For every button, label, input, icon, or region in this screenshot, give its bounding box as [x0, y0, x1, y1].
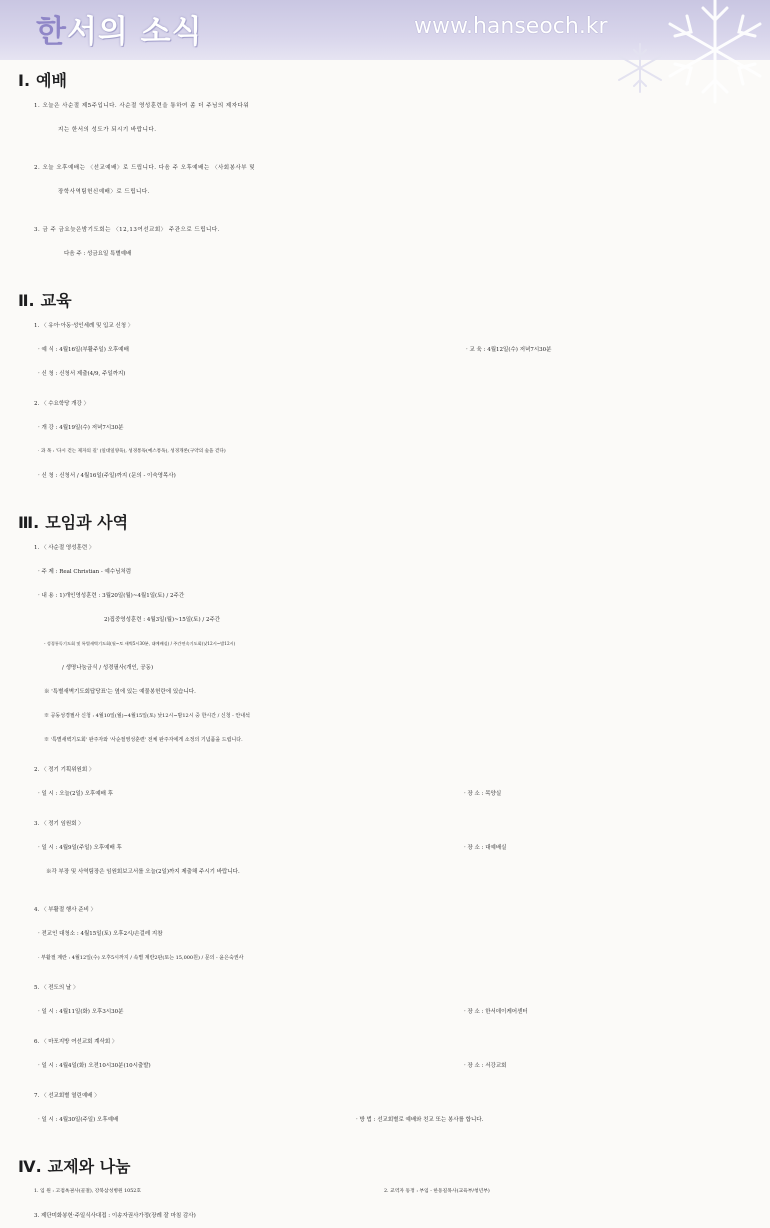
ministry-item-1-content: · 내 용 : 1)개인영성훈련 : 3월20일(월)~4월1일(토) / 2주간	[38, 593, 185, 599]
ministry-item-5-time: · 일 시 : 4월11일(화) 오후3시30분	[38, 1009, 124, 1015]
ministry-item-1-prayer: - 성경통독기도회 및 특별새벽기도회(월~토 새벽5시30분, 대예배실) / 주간연속기도회(낮12시~밤12시)	[44, 641, 236, 646]
ministry-item-2-time: · 일 시 : 오늘(2일) 오후예배 후	[38, 791, 114, 797]
section-worship-heading	[18, 68, 770, 94]
worship-item-1: 1. 오늘은 사순절 제5주입니다. 사순절 영성훈련을 통하여 좀 더 주님의 제자다워	[34, 103, 250, 109]
ministry-item-1-theme: · 주 제 : Real Christian - 예수님처럼	[38, 569, 132, 575]
ministry-item-5-place: · 장 소 : 한서데이케어센터	[464, 1009, 528, 1015]
section-ministry-heading	[18, 510, 770, 536]
ministry-item-4-cleaning: · 전교인 대청소 : 4월15일(토) 오후2시/손걸레 지참	[38, 931, 163, 937]
edu-item-2-subjects: · 과 목 : '다시 걷는 제자의 길' (일대일양육), 성경통독(예스통독), 성경개론(구약의 숲을 걷다)	[38, 449, 226, 454]
edu-item-1-apply: · 신 청 : 신청서 제출(4/9, 주일까지)	[38, 371, 126, 377]
section-title: 예배	[36, 71, 67, 90]
website-url[interactable]: www.hanseoch.kr	[414, 14, 608, 39]
edu-item-1-ceremony	[38, 338, 770, 362]
ministry-item-3-title: 3. 〈 정기 임원회 〉	[34, 821, 84, 827]
ministry-item-4-title: 4. 〈 부활절 행사 준비 〉	[34, 907, 97, 913]
section-number: Ⅱ.	[18, 291, 35, 310]
news-content	[0, 68, 770, 1228]
fellowship-item-2: 3. 제단미화봉헌·주일식사대접 : 이송자권사가정(장례 잘 마침 감사)	[34, 1213, 196, 1219]
edu-item-1-title: 1. 〈 유아·아동·성인세례 및 입교 신청 〉	[34, 323, 134, 329]
section-title: 교제와 나눔	[47, 1157, 131, 1176]
section-title: 모임과 사역	[45, 513, 129, 532]
section-number: Ⅲ.	[18, 513, 40, 532]
edu-ceremony-text: · 예 식 : 4월16일(부활주일) 오후예배	[38, 347, 129, 353]
ministry-item-3-detail	[38, 836, 770, 860]
section-number: Ⅰ.	[18, 71, 31, 90]
ministry-item-2-place: · 장 소 : 목양실	[464, 791, 502, 797]
ministry-item-6-time: · 일 시 : 4월4일(화) 오전10시30분(10시출발)	[38, 1063, 151, 1069]
edu-training-text: · 교 육 : 4월12일(수) 저녁7시30분	[466, 347, 552, 353]
edu-item-2-title: 2. 〈 수요학당 개강 〉	[34, 401, 90, 407]
ministry-item-7-title: 7. 〈 선교회별 열린예배 〉	[34, 1093, 100, 1099]
title-first-char: 한	[36, 14, 67, 50]
ministry-item-1-note-3: ※ '특별새벽기도회' 완주자와 '사순절영성훈련' 전체 완주자에게 소정의 기념품을 드립니다.	[44, 737, 243, 743]
section-fellowship-heading	[18, 1154, 770, 1180]
ministry-item-1-title: 1. 〈 사순절 영성훈련 〉	[34, 545, 95, 551]
ministry-item-1-prayer-cont: / 생명나눔금식 / 성경필사(개인, 공동)	[62, 665, 154, 671]
fellowship-staff-news: 2. 교역자 동정 : 부임 - 한동길목사(교육부/청년부)	[384, 1189, 490, 1194]
ministry-item-7-time: · 일 시 : 4월30일(주일) 오후예배	[38, 1117, 119, 1123]
fellowship-item-1	[34, 1180, 770, 1204]
ministry-item-1-content-2: 2)집중영성훈련 : 4월3일(월)~15일(토) / 2주간	[104, 617, 221, 623]
header-banner	[0, 0, 770, 60]
worship-item-3: 3. 금 주 금요늦은밤기도회는 〈12,13여선교회〉 주관으로 드립니다.	[34, 227, 220, 233]
edu-item-2-apply: · 신 청 : 신청서 / 4월16일(주일)까지 (문의 - 이숙영목사)	[38, 473, 176, 479]
ministry-item-7-method: · 방 법 : 선교회별로 예배와 친교 또는 봉사를 합니다.	[356, 1117, 484, 1123]
ministry-item-1-note-1: ※ '특별새벽기도회답당표'는 옆에 있는 예물봉헌란에 있습니다.	[44, 689, 196, 695]
worship-item-2: 2. 오늘 오후예배는 〈선교예배〉로 드립니다. 다음 주 오후예배는 〈사회봉사부 및	[34, 165, 256, 171]
fellowship-hospital: 1. 입 원 : 고점옥권사(골절), 강북삼성병원 1052호	[34, 1189, 141, 1194]
worship-item-3-cont: 다음 주 : 성금요일 특별예배	[64, 251, 132, 257]
ministry-item-6-detail	[38, 1054, 770, 1078]
ministry-item-3-time: · 일 시 : 4월9일(주일) 오후예배 후	[38, 845, 122, 851]
newsletter-title	[36, 6, 203, 51]
ministry-item-6-title: 6. 〈 마포지방 여선교회 계삭회 〉	[34, 1039, 118, 1045]
ministry-item-7-detail	[38, 1108, 770, 1132]
ministry-item-2-detail	[38, 782, 770, 806]
worship-item-2-cont: 장학사역팀헌신예배〉로 드립니다.	[58, 189, 150, 195]
title-rest: 서의 소식	[66, 14, 203, 50]
ministry-item-2-title: 2. 〈 정기 기획위원회 〉	[34, 767, 95, 773]
ministry-item-6-place: · 장 소 : 서강교회	[464, 1063, 507, 1069]
section-number: Ⅳ.	[18, 1157, 42, 1176]
ministry-item-3-place: · 장 소 : 대예배실	[464, 845, 507, 851]
section-education-heading	[18, 288, 770, 314]
ministry-item-5-title: 5. 〈 전도의 날 〉	[34, 985, 79, 991]
ministry-item-4-eggs: · 부활절 계란 : 4월12일(수) 오후5시까지 / 속별 계란2판(또는 15,000원) / 문의 - 윤은숙권사	[38, 955, 244, 961]
section-title: 교육	[40, 291, 72, 310]
edu-item-2-open: · 개 강 : 4월19일(수) 저녁7시30분	[38, 425, 124, 431]
ministry-item-5-detail	[38, 1000, 770, 1024]
ministry-item-3-note: ※각 부장 및 사역팀장은 임원회보고서를 오늘(2일)까지 제출해 주시기 바랍니다.	[46, 869, 240, 875]
worship-item-1-cont: 지는 한서의 성도가 되시기 바랍니다.	[58, 127, 157, 133]
ministry-item-1-note-2: ※ 공동성경필사 신청 : 4월10일(월)~4월15일(토) 낮12시~밤12시 중 한시간 / 신청 - 안내석	[44, 713, 250, 719]
